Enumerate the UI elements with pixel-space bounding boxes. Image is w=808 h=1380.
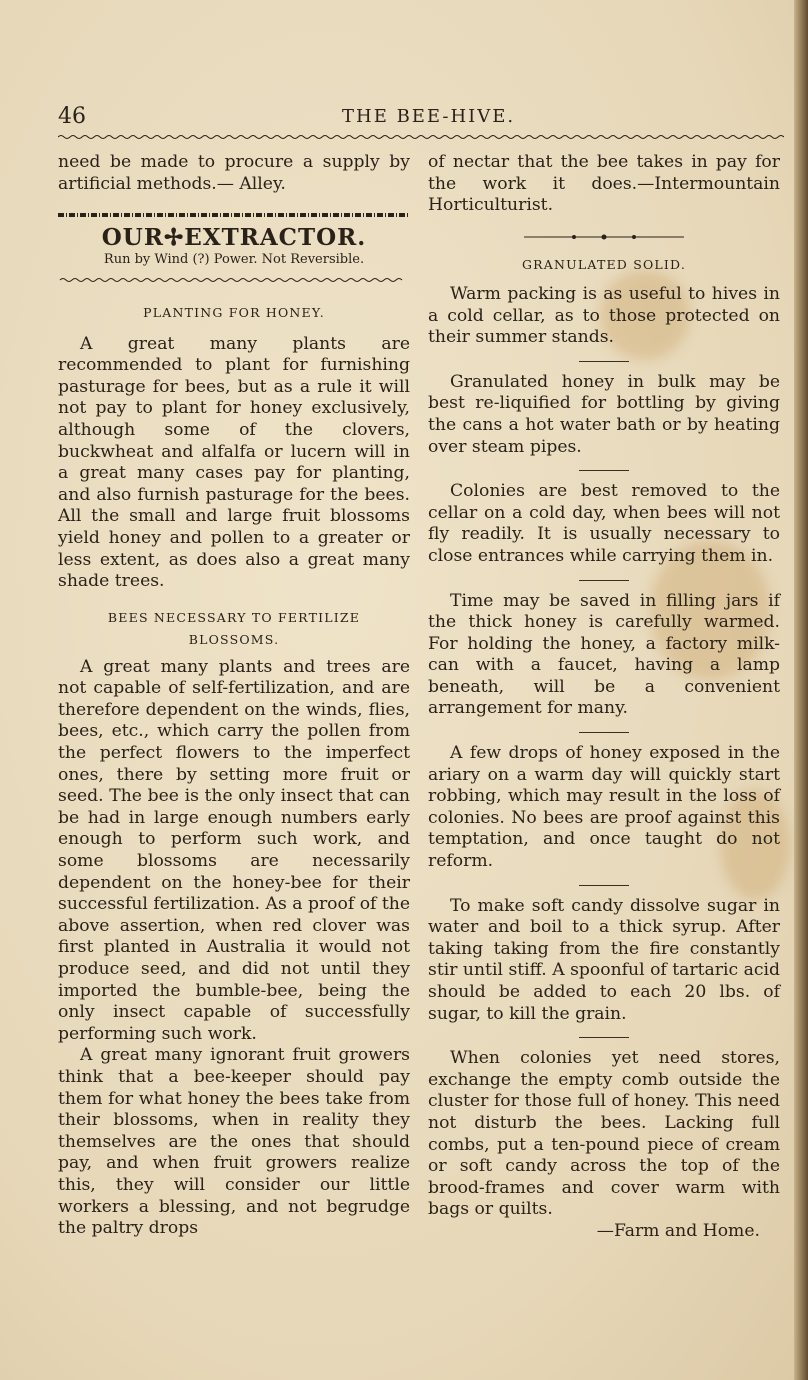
paragraph-warm-packing: Warm packing is as useful to hives in a cold cellar, as to those protected on their summer stands.	[428, 283, 780, 348]
heading-granulated-solid: GRANULATED SOLID.	[522, 257, 686, 273]
page-header	[58, 104, 780, 134]
paragraph-colonies-removed: Colonies are best removed to the cellar on a cold day, when bees will not fly readily. It is usually necessary to close entrances while carrying them in.	[428, 481, 780, 566]
section-masthead: OUR✢EXTRACTOR.	[101, 224, 367, 252]
paragraph-fruit-growers: A great many ignorant fruit growers think that a bee-keeper should pay them for what honey the bees take from their blossoms, when in reality they themselves are the ones that should pay, and when fruit growers realize this, they will consider our little workers a blessing, and not begrudge the paltry drops	[58, 1045, 410, 1239]
paragraph-fertilize: A great many plants and trees are not capable of self-fertilization, and are therefore dependent on the winds, flies, bees, etc., which carry the pollen from the perfect flowers to the imperfect ones, there by setting more fruit or seed. The bee is the only insect that can be had in large enough numbers early enough to perform such work, and some blossoms are necessarily dependent on the honey-bee for their successful fertilization. As a proof of the above assertion, when red clover was first planted in Australia it would not produce seed, and did not until they imported the bumble-bee, being the only insect capable of successfully performing such work.	[58, 656, 411, 1044]
attribution-farm-and-home: —Farm and Home.	[596, 1220, 760, 1241]
right-column	[428, 152, 780, 1243]
page-edge-binding	[794, 0, 808, 1380]
paragraph-soft-candy: To make soft candy dissolve sugar in water and boil to a thick syrup. After taking taking from the fire constantly stir until stiff. A spoonful of tartaric acid should be added to each 20 lbs. of sugar, to kill the grain.	[428, 895, 780, 1024]
ornamental-divider	[428, 232, 780, 242]
header-wavy-rule	[58, 134, 784, 140]
paragraph-filling-jars: Time may be saved in filling jars if the thick honey is carefully warmed. For holding the honey, a factory milk-can with a faucet, having a lamp beneath, will be a convenient arrangement for many.	[428, 590, 780, 719]
paragraph-robbing: A few drops of honey exposed in the ariary on a warm day will quickly start robbing, which may result in the loss of colonies. No bees are proof against this temptation, and once taught do not reform.	[428, 743, 780, 872]
masthead-subtitle: Run by Wind (?) Power. Not Reversible.	[103, 251, 365, 267]
heading-bees-fertilize: BEES NECESSARY TO FERTILIZE BLOSSOMS.	[107, 609, 361, 647]
paragraph-planting: A great many plants are recommended to plant for furnishing pasturage for bees, but as a rule it will not pay to plant for honey exclusively, although some of the clovers, buckwheat and alfalfa or lucern will in a great many cases pay for planting, and also furnish pasturage for the bees. All the small and large fruit blossoms yield honey and pollen to a greater or less extent, as does also a great many shade trees.	[58, 333, 410, 592]
left-continued-text: need be made to procure a supply by artificial methods.— Alley.	[58, 152, 410, 194]
masthead-wavy-rule	[58, 275, 410, 285]
right-continued-text: of nectar that the bee takes in pay for the work it does.—Intermountain Horticulturist.	[428, 152, 780, 216]
paragraph-stores: When colonies yet need stores, exchange the empty comb outside the cluster for those full of honey. This need not disturb the bees. Lacking full combs, put a ten-pound piece of cream or soft candy across the top of the brood-frames and cover warm with bags or quilts.	[428, 1048, 780, 1220]
heading-planting-for-honey: PLANTING FOR HONEY.	[143, 304, 325, 320]
page-number: 46	[58, 104, 86, 129]
paragraph-granulated-honey: Granulated honey in bulk may be best re-liquified for bottling by giving the cans a hot water bath or by heating over steam pipes.	[428, 371, 780, 457]
left-column	[58, 152, 410, 1240]
running-title: THE BEE-HIVE.	[342, 106, 516, 127]
